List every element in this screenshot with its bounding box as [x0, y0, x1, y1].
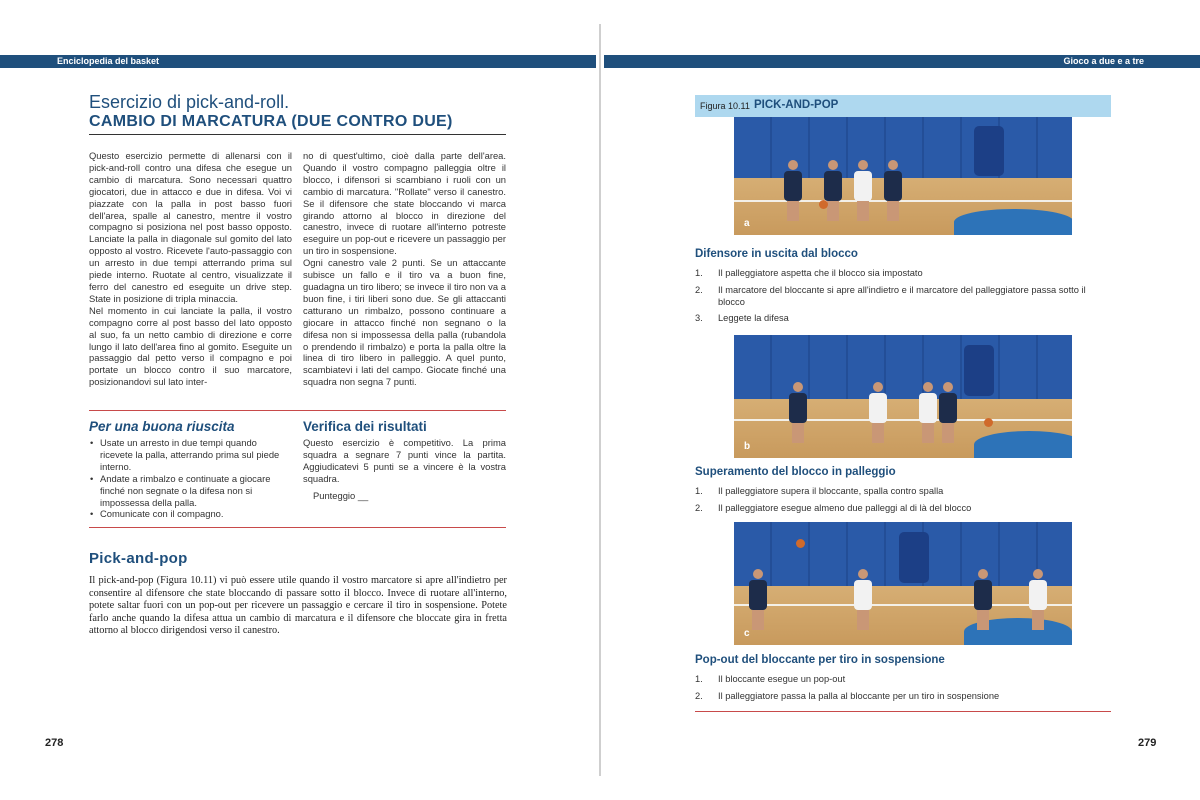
- figure-caption-bar: [695, 95, 1111, 117]
- text-column-2: [303, 150, 506, 388]
- pick-and-pop-text: Il pick-and-pop (Figura 10.11) vi può essere utile quando il vostro marcatore si apre all'indietro per consentire al difensore che state bloccando di passare sotto il blocco. Invece di ruotare all'interno, potete saltar fuori con un pop-out per ricevere un passaggio e cercare il tiro in sospensione. Potete farlo anche quando la difesa attua un cambio di marcatura e il difensore che bloccate gira in fretta attorno al blocco dirigendosi verso il canestro.: [89, 575, 507, 636]
- paragraph: no di quest'ultimo, cioè dalla parte dell'area. Quando il vostro compagno palleggia oltre il blocco, i difensori si scambiano i ruoli con un cambio di marcatura. "Rollate" verso il canestro. Se il difensore che state bloccando vi marca girando attorno al blocco in direzione del canestro, invece di ruotare all'interno potreste eseguire un pop-out e ricevere un passaggio per un tiro in sospensione.: [303, 150, 506, 257]
- verify-text: Questo esercizio è competitivo. La prima squadra a segnare 7 punti vince la partita. Aggiudicatevi 5 punti se a vincere è la vostra squadra.: [303, 437, 506, 484]
- basketball: [819, 200, 828, 209]
- book-spine: [599, 24, 601, 776]
- paragraph: Questo esercizio permette di allenarsi con il pick-and-roll contro una difesa che esegue un cambio di marcatura. Sono necessari quattro giocatori, due in attacco e due in difesa. Voi vi piazzate con la palla in post basso fuori dell'area, spalle al canestro, mentre il vostro compagno si posiziona nel post basso opposto. Lanciate la palla in diagonale sul gomito del lato opposto al vostro. Ricevete l'auto-passaggio con un arresto in due tempi atterrando prima sul piede interno. Ruotate al centro, visualizzate il ferro del canestro ed eseguite un drive step. State in posizione di tripla minaccia.: [89, 150, 292, 304]
- section-rule: [695, 711, 1111, 712]
- exercise-subtitle: CAMBIO DI MARCATURA (DUE CONTRO DUE): [89, 113, 453, 130]
- list-item: • Comunicate con il compagno.: [89, 508, 292, 520]
- list-item: • Usate un arresto in due tempi quando ricevete la palla, atterrando prima sul piede interno.: [89, 437, 292, 473]
- figure-label: Figura 10.11: [700, 101, 750, 111]
- section-rule: [89, 410, 506, 411]
- photo-letter: c: [744, 628, 750, 639]
- list-item: 3. Leggete la difesa: [695, 313, 789, 324]
- player: [974, 569, 992, 630]
- player: [884, 160, 902, 221]
- basket-padding: [974, 126, 1004, 176]
- photo-letter: b: [744, 441, 751, 452]
- step-heading: Difensore in uscita dal blocco: [695, 248, 858, 260]
- player: [854, 160, 872, 221]
- basket-padding: [964, 345, 994, 397]
- player: [1029, 569, 1047, 630]
- paragraph: Ogni canestro vale 2 punti. Se un attaccante subisce un fallo e il tiro va a buon fine, guadagna un tiro libero; se invece il tiro non va a buon fine, i tiri liberi sono due. Se gli attaccanti catturano un rimbalzo, possono continuare a giocare in attacco finché non segnano o la difesa non si impossessa della palla (rubandola o prendendo il rimbalzo) e porta la palla oltre la linea di tiro libero in palleggio. A quel punto, scambiatevi i lati del campo. Giocate finché una squadra non segna 7 punti.: [303, 257, 506, 388]
- pick-and-pop-heading: Pick-and-pop: [89, 550, 188, 567]
- list-item: 1. Il palleggiatore aspetta che il blocco sia impostato: [695, 268, 923, 278]
- player: [789, 382, 807, 443]
- success-list: [89, 437, 292, 520]
- step-heading: Pop-out del bloccante per tiro in sospensione: [695, 654, 945, 666]
- step-list: [695, 486, 1115, 520]
- running-header-right: Gioco a due e a tre: [604, 55, 1200, 68]
- player: [749, 569, 767, 630]
- verify-heading: Verifica dei risultati: [303, 419, 427, 434]
- photo-a: [734, 117, 1072, 235]
- list-item: 2. Il palleggiatore esegue almeno due palleggi al di là del blocco: [695, 502, 972, 513]
- page-number-right: 279: [1138, 737, 1157, 749]
- photo-b: [734, 335, 1072, 458]
- running-header-left: Enciclopedia del basket: [0, 55, 596, 68]
- page-number-left: 278: [45, 737, 64, 749]
- exercise-title: Esercizio di pick-and-roll.: [89, 92, 290, 112]
- figure-title: PICK-AND-POP: [754, 99, 839, 111]
- text-column-1: [89, 150, 292, 388]
- player: [939, 382, 957, 443]
- score-label: Punteggio __: [313, 489, 369, 501]
- list-item: 2. Il marcatore del bloccante si apre all'indietro e il marcatore del palleggiatore passa sotto il blocco: [695, 284, 1086, 307]
- list-item: 1. Il palleggiatore supera il bloccante, spalla contro spalla: [695, 486, 944, 496]
- player: [919, 382, 937, 443]
- player: [824, 160, 842, 221]
- player: [854, 569, 872, 630]
- list-item: • Andate a rimbalzo e continuate a giocare finché non segnate o la difesa non si impossessa della palla.: [89, 473, 292, 509]
- list-item: 2. Il palleggiatore passa la palla al bloccante per un tiro in sospensione: [695, 690, 1000, 701]
- player: [784, 160, 802, 221]
- section-rule: [89, 527, 506, 528]
- success-heading: Per una buona riuscita: [89, 419, 235, 434]
- step-list: [695, 268, 1115, 330]
- list-item: 1. Il bloccante esegue un pop-out: [695, 674, 846, 684]
- step-list: [695, 674, 1115, 708]
- photo-letter: a: [744, 218, 750, 229]
- photo-c: [734, 522, 1072, 645]
- title-rule: [89, 134, 506, 135]
- paragraph: Nel momento in cui lanciate la palla, il vostro compagno corre al post basso del lato opposto al suo, fa un netto cambio di direzione e corre lungo il lato dell'area fino al gomito. Eseguite un passaggio dal petto verso il compagno e poi portate un blocco contro il suo marcatore, posizionandovi sul lato inter-: [89, 304, 292, 388]
- step-heading: Superamento del blocco in palleggio: [695, 466, 896, 478]
- player: [869, 382, 887, 443]
- basket-padding: [899, 532, 929, 584]
- verify-block: [303, 437, 506, 502]
